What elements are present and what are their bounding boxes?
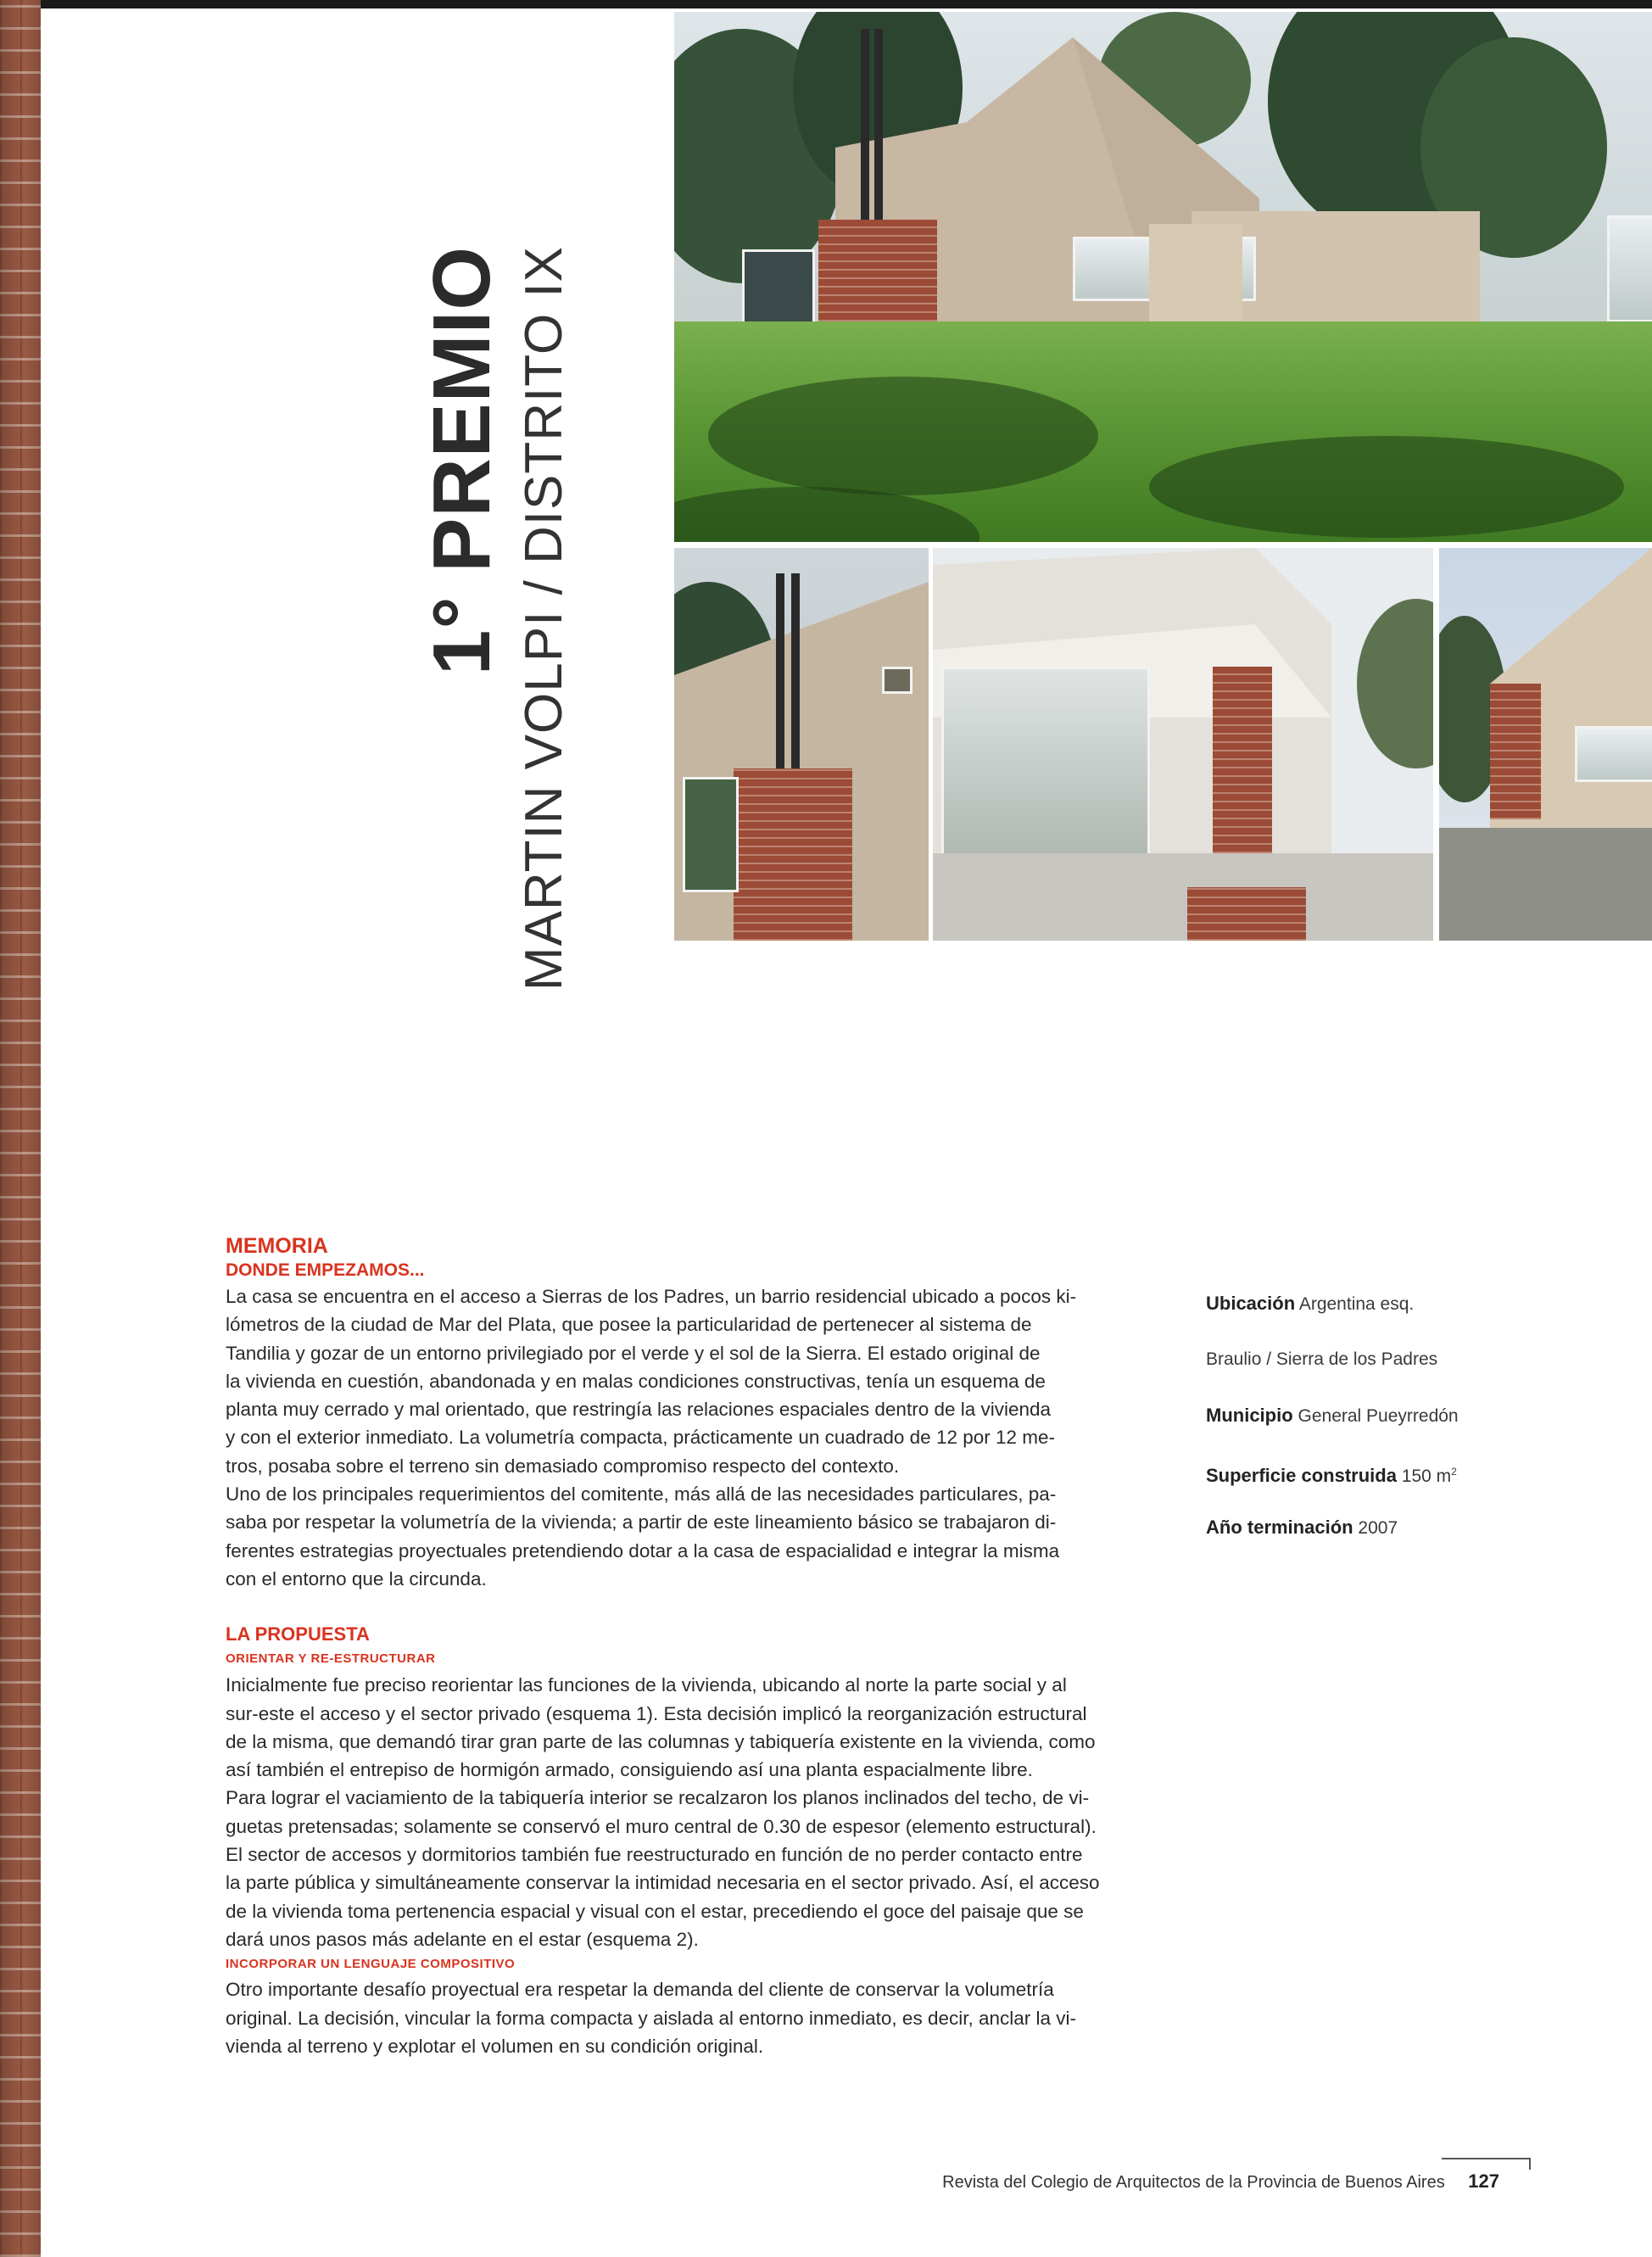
propuesta-body-line: El sector de accesos y dormitorios también fue reestructurado en función de no perder contacto entre [226, 1844, 1083, 1866]
footer [763, 2170, 1499, 2194]
house-photo-chimney [674, 548, 929, 941]
propuesta-body-2-line: original. La decisión, vincular la forma compacta y aislada al entorno inmediato, es decir, anclar la vi- [226, 2007, 1077, 2029]
memoria-body-line: lómetros de la ciudad de Mar del Plata, que posee la particularidad de pertenecer al sistema de [226, 1314, 1032, 1336]
memoria-body-line: y con el exterior inmediato. La volumetría compacta, prácticamente un cuadrado de 12 por 12 me- [226, 1427, 1056, 1449]
memoria-body-line: la vivienda en cuestión, abandonada y en malas condiciones constructivas, tenía un esquema de [226, 1370, 1046, 1392]
fact-anio-value: 2007 [1358, 1518, 1398, 1538]
propuesta-body-line: la parte pública y simultáneamente conservar la intimidad necesaria en el sector privado. Así, el acceso [226, 1872, 1100, 1894]
footer-page-number: 127 [1468, 2170, 1499, 2192]
propuesta-heading: LA PROPUESTA [226, 1623, 370, 1645]
fact-superficie-value: 150 m [1401, 1466, 1452, 1486]
fact-municipio-value: General Pueyrredón [1298, 1406, 1459, 1426]
propuesta-body-line: dará unos pasos más adelante en el estar (esquema 2). [226, 1928, 699, 1950]
propuesta-body-line: Para lograr el vaciamiento de la tabiquería interior se recalzaron los planos inclinados del techo, de vi- [226, 1787, 1090, 1809]
author-line: MARTIN VOLPI / DISTRITO IX [515, 246, 573, 992]
fact-superficie-unit-sup: 2 [1451, 1466, 1457, 1478]
propuesta-body-2 [226, 1975, 1170, 2060]
memoria-body-line: tros, posaba sobre el terreno sin demasiado compromiso respecto del contexto. [226, 1455, 900, 1477]
propuesta-body-line: de la vivienda toma pertenencia espacial y visual con el estar, precediendo el goce del paisaje que se [226, 1900, 1084, 1922]
memoria-body [226, 1282, 1170, 1593]
house-photo-side [1439, 548, 1652, 941]
memoria-body-line: La casa se encuentra en el acceso a Sierras de los Padres, un barrio residencial ubicado a pocos ki- [226, 1286, 1077, 1307]
propuesta-body-line: Inicialmente fue preciso reorientar las funciones de la vivienda, ubicando al norte la parte social y al [226, 1674, 1067, 1696]
memoria-body-line: planta muy cerrado y mal orientado, que restringía las relaciones espaciales dentro de la vivienda [226, 1399, 1052, 1421]
footer-rule [1442, 2158, 1531, 2159]
propuesta-body-line: sur-este el acceso y el sector privado (esquema 1). Esta decisión implicó la reorganización estructural [226, 1702, 1087, 1724]
fact-ubicacion-value-2: Braulio / Sierra de los Padres [1206, 1349, 1438, 1369]
footer-journal: Revista del Colegio de Arquitectos de la Provincia de Buenos Aires [942, 2173, 1445, 2192]
footer-rule-tick [1529, 2158, 1531, 2170]
memoria-heading: MEMORIA [226, 1234, 328, 1258]
house-photo-main [674, 12, 1652, 542]
memoria-body-line: Uno de los principales requerimientos del comitente, más allá de las necesidades particulares, pa- [226, 1483, 1057, 1506]
propuesta-body-line: guetas pretensadas; solamente se conservó el muro central de 0.30 de espesor (elemento estructural). [226, 1815, 1097, 1837]
propuesta-subheading: ORIENTAR Y RE-ESTRUCTURAR [226, 1651, 436, 1667]
prize-title: 1° PREMIO [416, 246, 507, 676]
memoria-section [226, 1233, 1170, 2060]
propuesta-body-line: así también el entrepiso de hormigón armado, consiguiendo así una planta espacialmente libre. [226, 1759, 1033, 1781]
fact-municipio-label: Municipio [1206, 1405, 1293, 1426]
brick-wall-strip [0, 0, 41, 2257]
propuesta-body [226, 1671, 1170, 1953]
fact-superficie-label: Superficie construida [1206, 1465, 1397, 1486]
memoria-body-line: con el entorno que la circunda. [226, 1567, 487, 1589]
memoria-body-line: saba por respetar la volumetría de la vivienda; a partir de este lineamiento básico se trabajaron di- [226, 1511, 1057, 1534]
propuesta-body-2-line: vienda al terreno y explotar el volumen en su condición original. [226, 2035, 764, 2057]
fact-ubicacion-value: Argentina esq. [1298, 1294, 1415, 1314]
propuesta-body-line: de la misma, que demandó tirar gran parte de las columnas y tabiquería existente en la vivienda, como [226, 1730, 1096, 1752]
propuesta-subheading-2: INCORPORAR UN LENGUAJE COMPOSITIVO [226, 1957, 516, 1972]
fact-anio-label: Año terminación [1206, 1517, 1353, 1538]
propuesta-body-2-line: Otro importante desafío proyectual era respetar la demanda del cliente de conservar la volumetría [226, 1979, 1054, 2001]
fact-municipio [1206, 1401, 1528, 1430]
memoria-body-line: ferentes estrategias proyectuales pretendiendo dotar a la casa de espacialidad e integrar la misma [226, 1539, 1060, 1561]
memoria-body-line: Tandilia y gozar de un entorno privilegiado por el verde y el sol de la Sierra. El estado original de [226, 1342, 1041, 1364]
fact-anio [1206, 1513, 1528, 1542]
project-facts [1206, 1289, 1528, 1542]
memoria-subheading: DONDE EMPEZAMOS... [226, 1260, 425, 1280]
fact-ubicacion-label: Ubicación [1206, 1293, 1296, 1314]
house-photo-terrace [933, 548, 1433, 941]
fact-ubicacion [1206, 1289, 1528, 1318]
page-top-edge [0, 0, 1652, 8]
fact-superficie [1206, 1457, 1528, 1486]
